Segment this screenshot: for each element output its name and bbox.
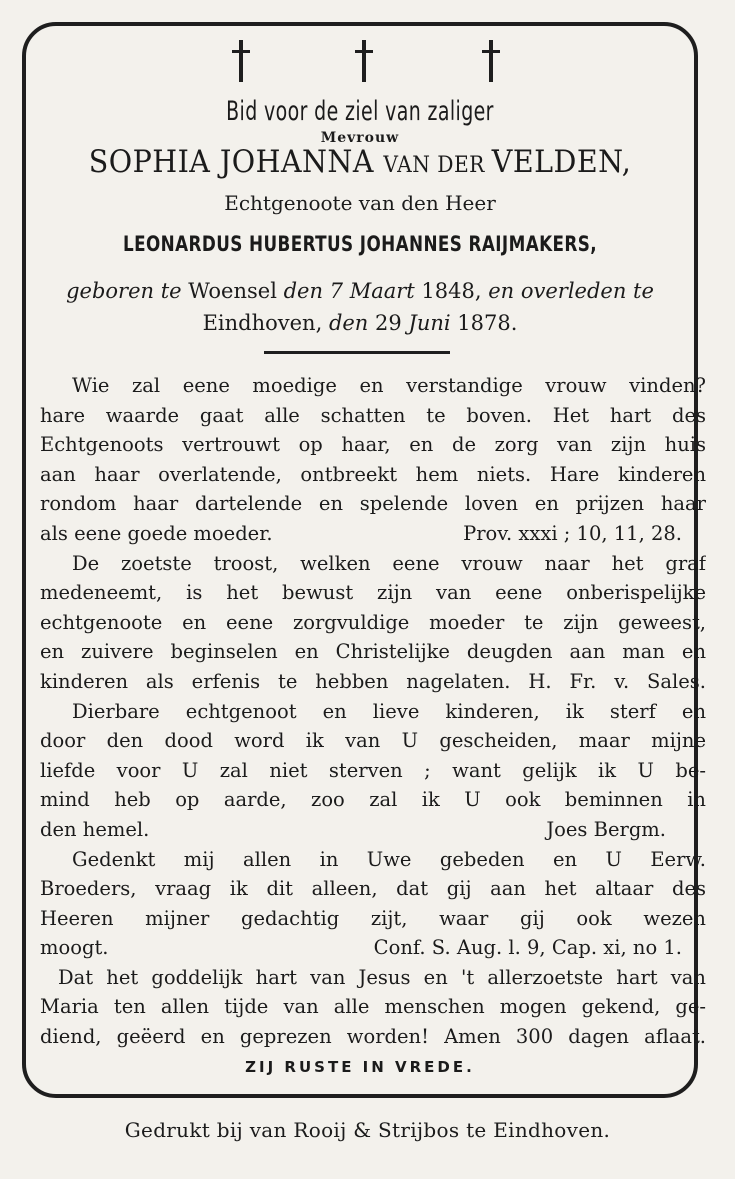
text-line: echtgenoote en eene zorgvuldige moeder te zijn geweest, <box>40 610 706 634</box>
text-line: Heeren mijner gedachtig zijt, waar gij ook wezen <box>40 906 706 930</box>
text-line: liefde voor U zal niet sterven ; want gelijk ik U be- <box>40 758 706 782</box>
birth-line: geboren te Woensel den 7 Maart 1848, en overleden te <box>66 279 654 303</box>
text-line: De zoetste troost, welken eene vrouw naar het graf <box>72 551 706 575</box>
text-line: Dierbare echtgenoot en lieve kinderen, ik sterf en <box>72 699 706 723</box>
text-line: Broeders, vraag ik dit alleen, dat gij aan het altaar des <box>40 877 706 901</box>
citation: Joes Bergm. <box>546 817 666 841</box>
text-line: aan haar overlatende, ontbreekt hem niets. Hare kinderen <box>40 462 706 486</box>
text-line: Gedenkt mij allen in Uwe gebeden en U Eerw. <box>72 847 706 871</box>
printer-credit: Gedrukt bij van Rooij & Strijbos te Eindhoven. <box>124 1118 611 1142</box>
text-line: diend, geëerd en geprezen worden! Amen 300 dagen aflaat. <box>40 1025 706 1049</box>
text-line: en zuivere beginselen en Christelijke deugden aan man en <box>40 640 706 664</box>
text-line: kinderen als erfenis te hebben nagelaten. H. Fr. v. Sales. <box>40 669 706 693</box>
text-line: Maria ten allen tijde van alle menschen mogen gekend, ge- <box>40 995 706 1019</box>
text-line: door den dood word ik van U gescheiden, maar mijne <box>40 729 706 753</box>
cross-icon <box>232 40 250 84</box>
text-line: Dat het goddelijk hart van Jesus en 't allerzoetste hart van <box>58 965 706 989</box>
text-line: rondom haar dartelende en spelende loven en prijzen haar <box>40 492 706 516</box>
crosses <box>26 40 694 96</box>
honorific: Mevrouw <box>320 130 400 146</box>
deceased-name: SOPHIA JOHANNA VAN DER VELDEN, <box>88 144 632 180</box>
text-line: Echtgenoots vertrouwt op haar, en de zorg van zijn huis <box>40 433 706 457</box>
text-line: den hemel. Joes Bergm. <box>40 815 706 845</box>
text-line: mind heb op aarde, zoo zal ik U ook beminnen in <box>40 788 706 812</box>
cross-icon <box>355 40 373 84</box>
body-text <box>40 371 706 1052</box>
text-line: Wie zal eene moedige en verstandige vrouw vinden? <box>72 374 706 397</box>
divider <box>264 351 450 354</box>
citation: Prov. xxxi ; 10, 11, 28. <box>463 521 682 545</box>
text-line: medeneemt, is het bewust zijn van eene onberispelijke <box>40 581 706 605</box>
closing-line: ZIJ RUSTE IN VREDE. <box>245 1058 475 1076</box>
memorial-card <box>22 22 706 1098</box>
spouse-label: Echtgenoote van den Heer <box>224 191 496 215</box>
citation: Conf. S. Aug. l. 9, Cap. xi, no 1. <box>373 936 682 960</box>
death-line: Eindhoven, den 29 Juni 1878. <box>202 311 518 335</box>
text-line: moogt. Conf. S. Aug. l. 9, Cap. xi, no 1. <box>40 933 706 963</box>
text-line: hare waarde gaat alle schatten te boven. Het hart des <box>40 403 706 427</box>
cross-icon <box>482 40 500 84</box>
text-line: als eene goede moeder. Prov. xxxi ; 10, 11, 28. <box>40 519 706 549</box>
prayer-heading: Bid voor de ziel van zaliger <box>226 96 494 127</box>
spouse-name: LEONARDUS HUBERTUS JOHANNES RAIJMAKERS, <box>122 232 598 256</box>
